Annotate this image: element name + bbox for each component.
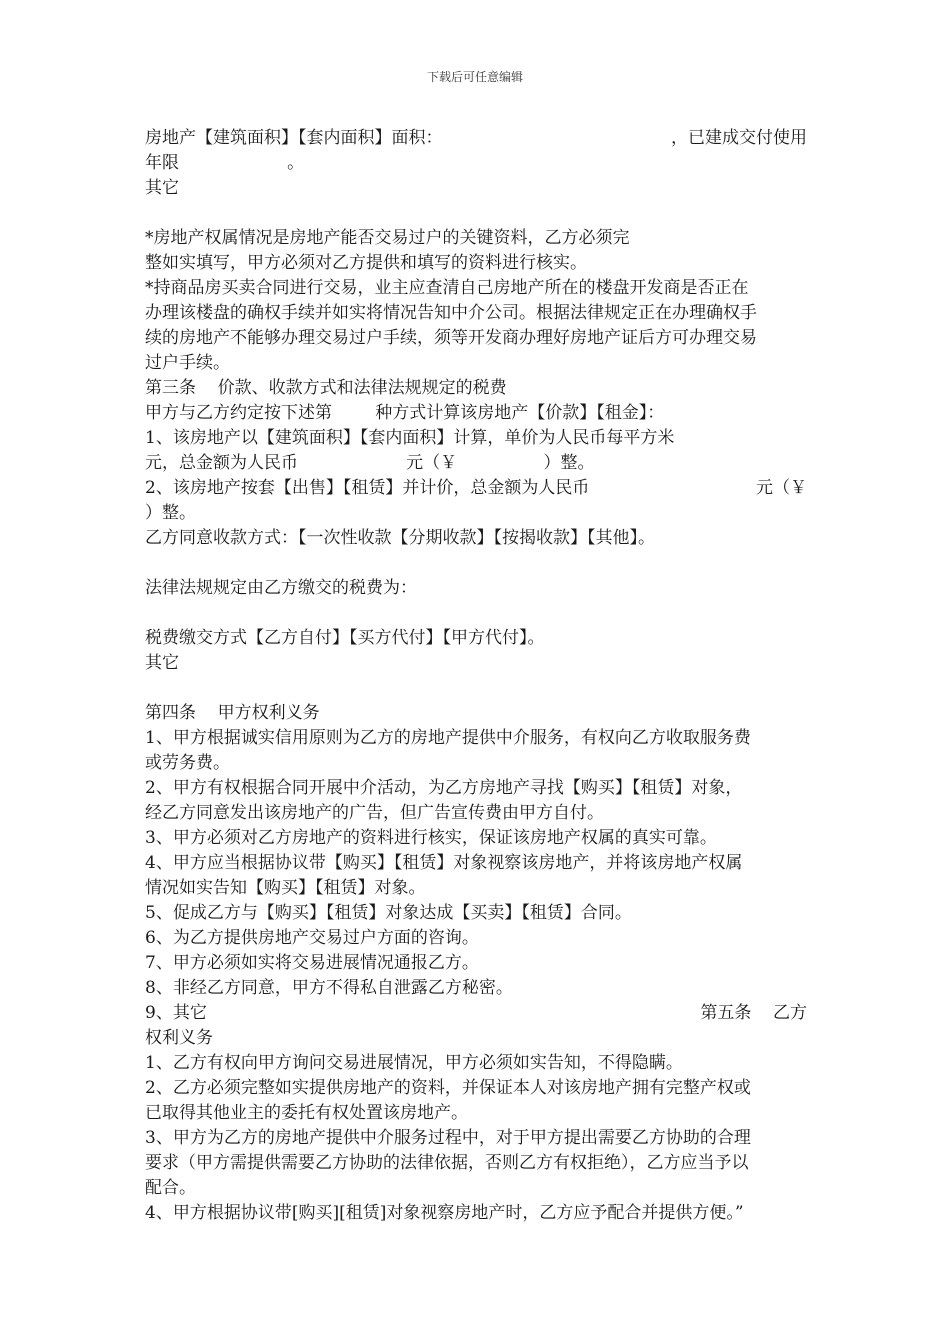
- text-line: 年限 。: [145, 153, 305, 173]
- text-line: 2、甲方有权根据合同开展中介活动，为乙方房地产寻找【购买】【租赁】对象，: [145, 778, 743, 798]
- text-line: 5、促成乙方与【购买】【租赁】对象达成【买卖】【租赁】合同。: [145, 903, 632, 923]
- text-line: 其它: [145, 178, 179, 198]
- text-line: 续的房地产不能够办理交易过户手续，须等开发商办理好房地产证后方可办理交易: [145, 328, 757, 348]
- text-line: *房地产权属情况是房地产能否交易过户的关键资料，乙方必须完: [145, 228, 630, 248]
- text-line: 办理该楼盘的确权手续并如实将情况告知中介公司。根据法律规定正在办理确权手: [145, 303, 757, 323]
- text-line: 3、甲方为乙方的房地产提供中介服务过程中，对于甲方提出需要乙方协助的合理: [145, 1128, 751, 1148]
- text-line: 7、甲方必须如实将交易进展情况通报乙方。: [145, 953, 479, 973]
- text-line: [145, 126, 807, 151]
- text-line: 4、甲方应当根据协议带【购买】【租赁】对象视察该房地产，并将该房地产权属: [145, 853, 743, 873]
- line-right-text: 元（￥: [756, 478, 807, 498]
- text-line: 权利义务: [145, 1028, 213, 1048]
- text-line: 4、甲方根据协议带[购买][租赁]对象视察房地产时，乙方应予配合并提供方便。”: [145, 1203, 744, 1223]
- line-right-text: ，已建成交付使用: [671, 128, 807, 148]
- line-left-text: 2、该房地产按套【出售】【租赁】并计价，总金额为人民币: [145, 478, 590, 498]
- page-header: 下载后可任意编辑: [426, 70, 523, 84]
- text-line: [145, 1001, 807, 1026]
- line-left-text: 9、其它: [145, 1003, 207, 1023]
- text-line: 乙方同意收款方式：【一次性收款【分期收款】【按揭收款】【其他】。: [145, 528, 655, 548]
- text-line: 第三条 价款、收款方式和法律法规规定的税费: [145, 378, 507, 398]
- blank-line: [145, 551, 807, 576]
- text-line: 或劳务费。: [145, 753, 230, 773]
- text-line: 已取得其他业主的委托有权处置该房地产。: [145, 1103, 468, 1123]
- text-line: 元，总金额为人民币 元（￥ ）整。: [145, 453, 595, 473]
- text-line: 经乙方同意发出该房地产的广告，但广告宣传费由甲方自付。: [145, 803, 604, 823]
- text-line: 情况如实告知【购买】【租赁】对象。: [145, 878, 426, 898]
- text-line: 要求（甲方需提供需要乙方协助的法律依据，否则乙方有权拒绝），乙方应当予以: [145, 1153, 749, 1173]
- text-line: 1、该房地产以【建筑面积】【套内面积】计算，单价为人民币每平方米: [145, 428, 675, 448]
- text-line: 甲方与乙方约定按下述第 种方式计算该房地产【价款】【租金】：: [145, 403, 665, 423]
- blank-line: [145, 601, 807, 626]
- text-line: 2、乙方必须完整如实提供房地产的资料，并保证本人对该房地产拥有完整产权或: [145, 1078, 751, 1098]
- text-line: *持商品房买卖合同进行交易，业主应查清自己房地产所在的楼盘开发商是否正在: [145, 278, 749, 298]
- text-line: 1、甲方根据诚实信用原则为乙方的房地产提供中介服务，有权向乙方收取服务费: [145, 728, 751, 748]
- text-line: 法律法规规定由乙方缴交的税费为：: [145, 578, 417, 598]
- text-line: 3、甲方必须对乙方房地产的资料进行核实，保证该房地产权属的真实可靠。: [145, 828, 717, 848]
- text-line: 配合。: [145, 1178, 196, 1198]
- text-line: 整如实填写，甲方必须对乙方提供和填写的资料进行核实。: [145, 253, 587, 273]
- blank-line: [145, 201, 807, 226]
- text-line: 其它: [145, 653, 179, 673]
- text-line: 过户手续。: [145, 353, 230, 373]
- blank-line: [145, 676, 807, 701]
- text-line: ）整。: [145, 503, 196, 523]
- line-left-text: 房地产【建筑面积】【套内面积】面积：: [145, 128, 443, 148]
- text-line: 6、为乙方提供房地产交易过户方面的咨询。: [145, 928, 479, 948]
- text-line: 第四条 甲方权利义务: [145, 703, 320, 723]
- text-line: [145, 476, 807, 501]
- text-line: 税费缴交方式【乙方自付】【买方代付】【甲方代付】。: [145, 628, 545, 648]
- text-line: 8、非经乙方同意，甲方不得私自泄露乙方秘密。: [145, 978, 513, 998]
- text-line: 1、乙方有权向甲方询问交易进展情况，甲方必须如实告知，不得隐瞒。: [145, 1053, 683, 1073]
- document-body: [145, 126, 807, 1226]
- line-right-text: 第五条 乙方: [700, 1003, 807, 1023]
